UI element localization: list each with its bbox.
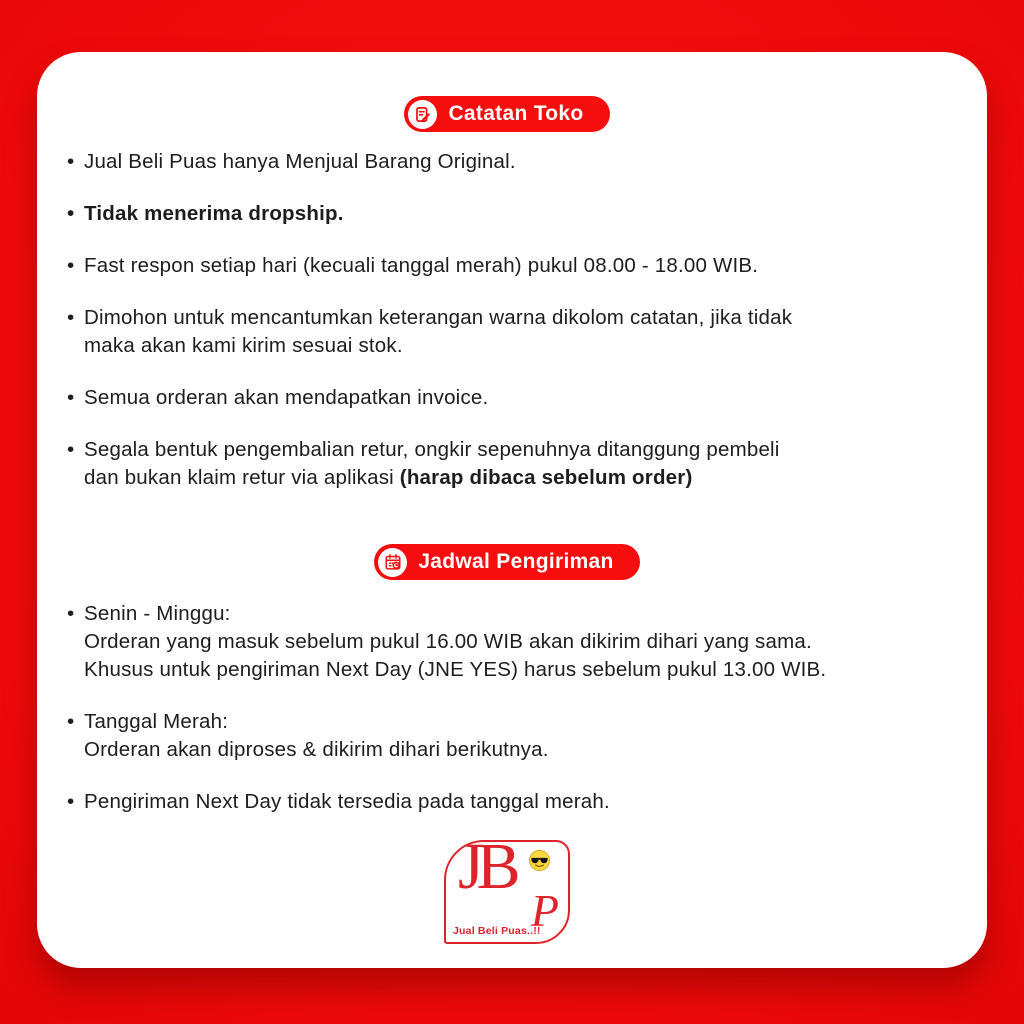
list-item-text: Pengiriman Next Day tidak tersedia pada tanggal merah. <box>84 790 610 813</box>
list-item <box>67 200 947 228</box>
logo-monogram-p: P <box>530 885 559 936</box>
list-item-text <box>84 436 947 492</box>
list-item <box>67 252 947 280</box>
catatan-toko-list <box>67 148 947 492</box>
store-logo <box>444 830 570 944</box>
store-notice-card <box>37 52 987 968</box>
section-header-catatan-toko <box>404 96 609 132</box>
list-item <box>67 708 947 764</box>
calendar-clock-icon <box>378 548 407 577</box>
list-item-line: Orderan akan diproses & dikirim dihari berikutnya. <box>84 738 549 761</box>
logo-tagline: Jual Beli Puas..!! <box>453 925 541 937</box>
bullet-marker: • <box>67 202 75 225</box>
bullet-marker: • <box>67 306 75 329</box>
list-item-text: Tidak menerima dropship. <box>84 202 344 225</box>
sunglasses-smiley-icon <box>528 849 551 872</box>
bullet-marker: • <box>67 790 75 813</box>
list-item-text <box>84 708 947 764</box>
bullet-marker: • <box>67 386 75 409</box>
list-item-line-bold: (harap dibaca sebelum order) <box>399 466 693 489</box>
section-title: Catatan Toko <box>448 102 584 125</box>
bullet-marker: • <box>67 150 75 173</box>
list-item-line: Orderan yang masuk sebelum pukul 16.00 WIB akan dikirim dihari yang sama. <box>84 630 812 653</box>
list-item <box>67 600 947 684</box>
jadwal-pengiriman-list <box>67 600 947 816</box>
logo-monogram-jb: JB <box>458 830 514 903</box>
list-item-title: Senin - Minggu: <box>84 602 231 625</box>
list-item-text: Fast respon setiap hari (kecuali tanggal merah) pukul 08.00 - 18.00 WIB. <box>84 254 759 277</box>
list-item-text: Semua orderan akan mendapatkan invoice. <box>84 386 489 409</box>
list-item-line: maka akan kami kirim sesuai stok. <box>84 334 403 357</box>
list-item <box>67 436 947 492</box>
memo-pencil-icon <box>408 100 437 129</box>
section-title: Jadwal Pengiriman <box>418 550 614 573</box>
section-header-jadwal-pengiriman <box>374 544 639 580</box>
list-item-line: Khusus untuk pengiriman Next Day (JNE YES) harus sebelum pukul 13.00 WIB. <box>84 658 827 681</box>
bullet-marker: • <box>67 438 75 461</box>
list-item-text: Jual Beli Puas hanya Menjual Barang Original. <box>84 150 516 173</box>
bullet-marker: • <box>67 602 75 625</box>
list-item-line-normal: dan bukan klaim retur via aplikasi <box>84 466 400 489</box>
list-item <box>67 788 947 816</box>
list-item <box>67 304 947 360</box>
list-item-line: Segala bentuk pengembalian retur, ongkir sepenuhnya ditanggung pembeli <box>84 438 780 461</box>
list-item-line: Dimohon untuk mencantumkan keterangan warna dikolom catatan, jika tidak <box>84 306 793 329</box>
list-item-text <box>84 304 947 360</box>
list-item <box>67 384 947 412</box>
list-item <box>67 148 947 176</box>
list-item-text <box>84 600 947 684</box>
bullet-marker: • <box>67 710 75 733</box>
list-item-title: Tanggal Merah: <box>84 710 229 733</box>
bullet-marker: • <box>67 254 75 277</box>
list-item-line <box>84 464 947 492</box>
